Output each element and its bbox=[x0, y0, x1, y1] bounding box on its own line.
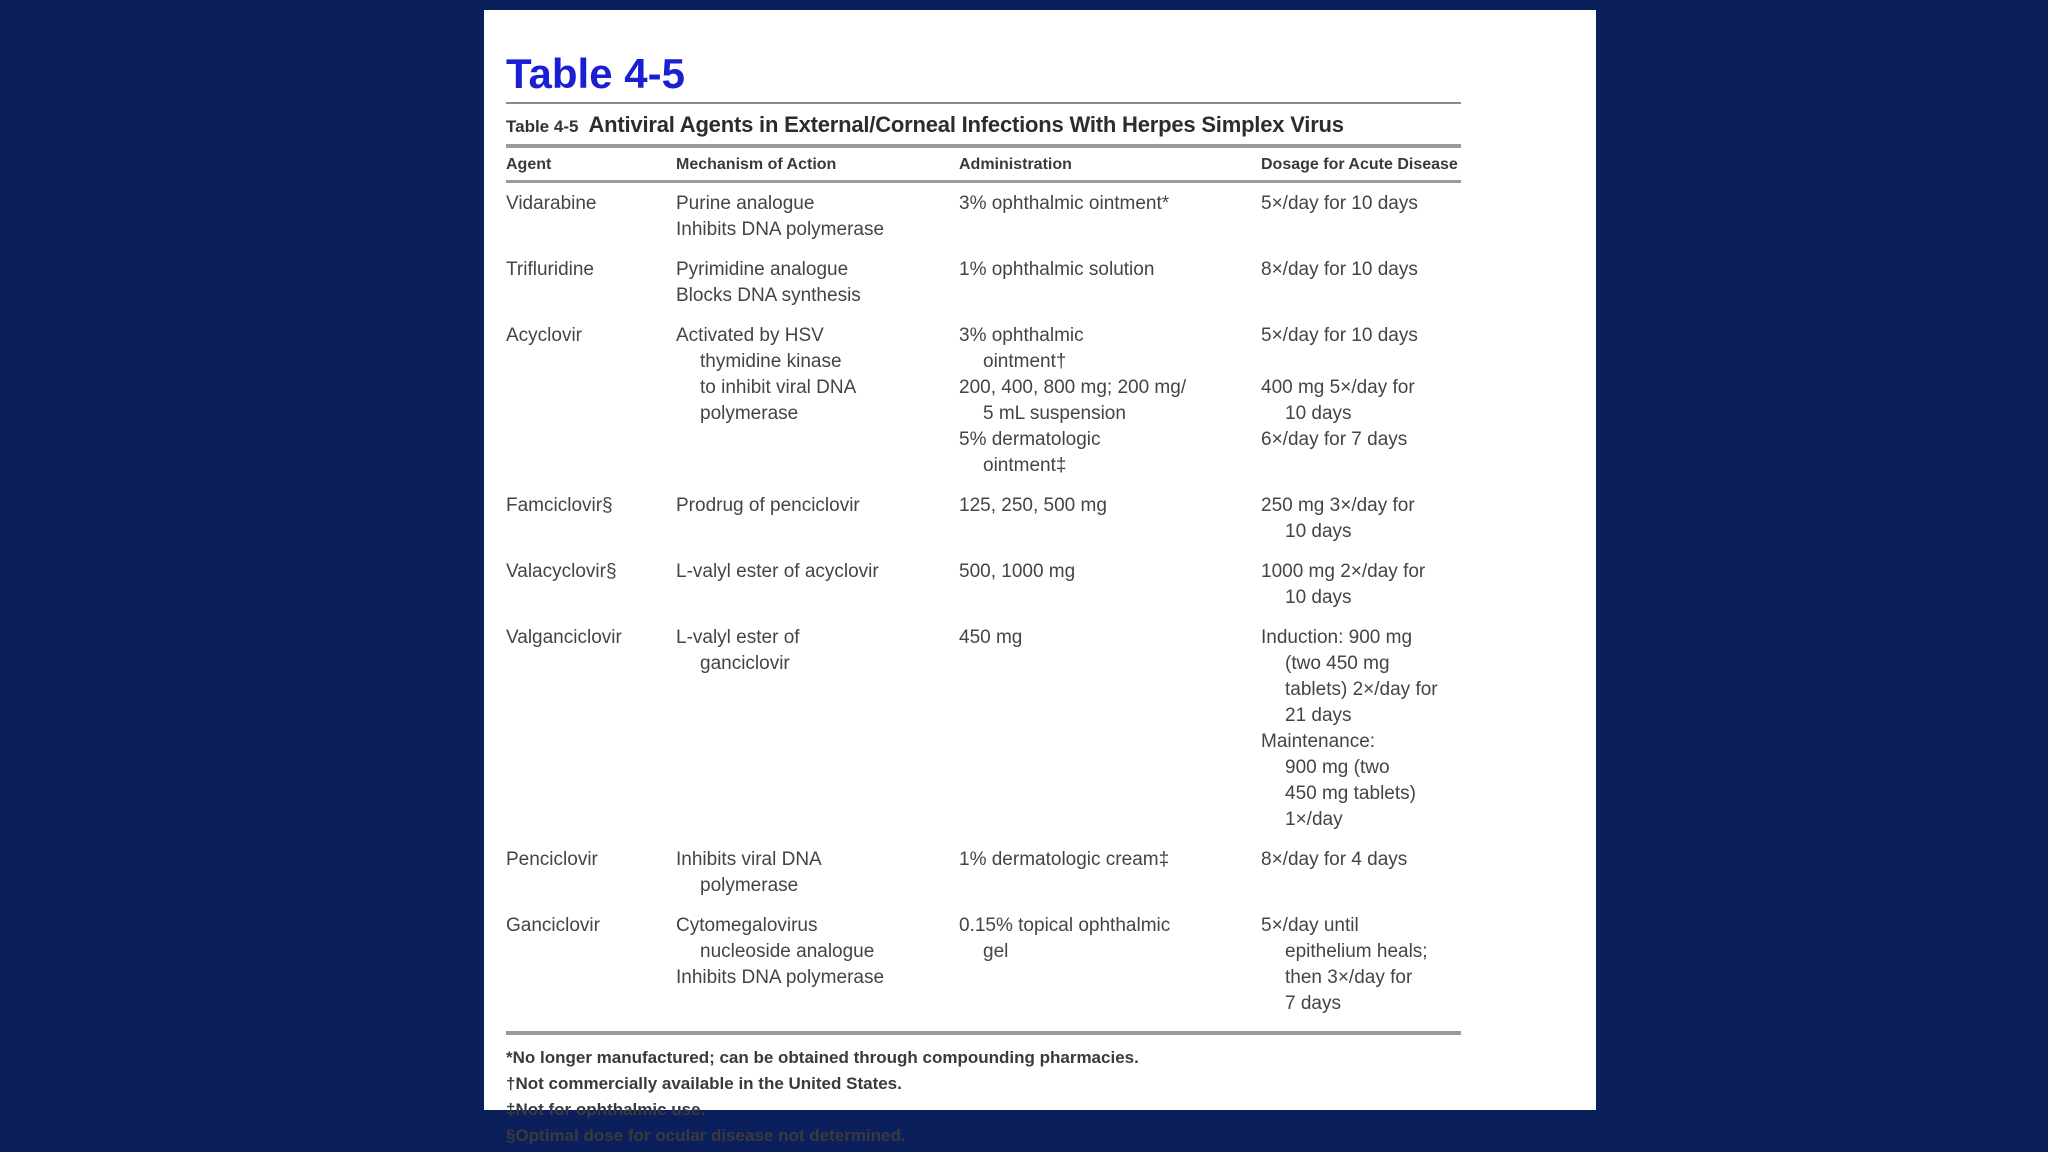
administration-line: gel bbox=[983, 941, 1009, 962]
mechanism-line: Pyrimidine analogue bbox=[676, 259, 849, 280]
mechanism-line: Prodrug of penciclovir bbox=[676, 495, 860, 516]
administration-line: 5% dermatologic bbox=[959, 429, 1101, 450]
dosage-line: epithelium heals; bbox=[1285, 941, 1428, 962]
administration-line: ointment‡ bbox=[983, 455, 1067, 476]
dosage-line: Induction: 900 mg bbox=[1261, 627, 1413, 648]
dosage-line: then 3×/day for bbox=[1285, 967, 1413, 988]
dosage-cell bbox=[1261, 485, 1461, 551]
table-row bbox=[506, 182, 1461, 250]
mechanism-line: Inhibits DNA polymerase bbox=[676, 219, 885, 240]
table-row bbox=[506, 551, 1461, 617]
mechanism-line: Cytomegalovirus bbox=[676, 915, 818, 936]
table-figure bbox=[506, 102, 1461, 1149]
dosage-line: (two 450 mg bbox=[1285, 653, 1390, 674]
administration-cell bbox=[959, 617, 1261, 839]
administration-line: 200, 400, 800 mg; 200 mg/ bbox=[959, 377, 1187, 398]
mechanism-cell bbox=[676, 905, 959, 1023]
footnote: *No longer manufactured; can be obtained through compounding pharmacies. bbox=[506, 1048, 1139, 1067]
footnote: †Not commercially available in the United States. bbox=[506, 1074, 902, 1093]
dosage-line: 21 days bbox=[1285, 705, 1352, 726]
administration-line: 1% ophthalmic solution bbox=[959, 259, 1155, 280]
administration-cell bbox=[959, 839, 1261, 905]
mechanism-cell bbox=[676, 485, 959, 551]
dosage-line: 1000 mg 2×/day for bbox=[1261, 561, 1426, 582]
administration-cell bbox=[959, 182, 1261, 250]
dosage-line: 10 days bbox=[1285, 587, 1352, 608]
mechanism-line: polymerase bbox=[700, 403, 799, 424]
mechanism-line: Inhibits viral DNA bbox=[676, 849, 822, 870]
mechanism-cell bbox=[676, 839, 959, 905]
dosage-line: 1×/day bbox=[1285, 809, 1343, 830]
mechanism-cell bbox=[676, 249, 959, 315]
header-administration: Administration bbox=[959, 148, 1261, 182]
dosage-line: 400 mg 5×/day for bbox=[1261, 377, 1415, 398]
dosage-cell bbox=[1261, 551, 1461, 617]
administration-line: 500, 1000 mg bbox=[959, 561, 1076, 582]
dosage-cell bbox=[1261, 617, 1461, 839]
caption-label: Table 4-5 bbox=[506, 117, 579, 136]
dosage-line: 900 mg (two bbox=[1285, 757, 1390, 778]
table-row bbox=[506, 315, 1461, 485]
table-body bbox=[506, 182, 1461, 1024]
dosage-line: 10 days bbox=[1285, 521, 1352, 542]
dosage-line: 10 days bbox=[1285, 403, 1352, 424]
slide-title: Table 4-5 bbox=[506, 50, 685, 97]
agent-cell: Acyclovir bbox=[506, 325, 583, 346]
dosage-line: 250 mg 3×/day for bbox=[1261, 495, 1415, 516]
mechanism-line: ganciclovir bbox=[700, 653, 790, 674]
table-header-row bbox=[506, 148, 1461, 182]
table-footnotes bbox=[506, 1031, 1461, 1149]
administration-cell bbox=[959, 905, 1261, 1023]
mechanism-line: Inhibits DNA polymerase bbox=[676, 967, 885, 988]
caption-title: Antiviral Agents in External/Corneal Infections With Herpes Simplex Virus bbox=[588, 112, 1344, 137]
agent-cell: Vidarabine bbox=[506, 193, 597, 214]
dosage-line: tablets) 2×/day for bbox=[1285, 679, 1438, 700]
administration-line: 3% ophthalmic bbox=[959, 325, 1084, 346]
agent-cell: Penciclovir bbox=[506, 849, 598, 870]
mechanism-cell bbox=[676, 315, 959, 485]
table-row bbox=[506, 249, 1461, 315]
dosage-line: 8×/day for 4 days bbox=[1261, 849, 1408, 870]
administration-cell bbox=[959, 551, 1261, 617]
dosage-cell bbox=[1261, 839, 1461, 905]
slide-card bbox=[484, 10, 1596, 1145]
mechanism-line: Activated by HSV bbox=[676, 325, 824, 346]
header-mechanism: Mechanism of Action bbox=[676, 148, 959, 182]
footnote: §Optimal dose for ocular disease not determined. bbox=[506, 1126, 906, 1145]
administration-cell bbox=[959, 485, 1261, 551]
mechanism-cell bbox=[676, 617, 959, 839]
agent-cell: Famciclovir§ bbox=[506, 495, 613, 516]
dosage-line bbox=[1261, 349, 1461, 375]
dosage-line: 6×/day for 7 days bbox=[1261, 429, 1408, 450]
dosage-line: 7 days bbox=[1285, 993, 1341, 1014]
agent-cell: Valacyclovir§ bbox=[506, 561, 617, 582]
table-row bbox=[506, 905, 1461, 1023]
table-row bbox=[506, 485, 1461, 551]
header-agent: Agent bbox=[506, 148, 676, 182]
dosage-cell bbox=[1261, 182, 1461, 250]
agent-cell: Ganciclovir bbox=[506, 915, 600, 936]
antiviral-table bbox=[506, 148, 1461, 1023]
table-row bbox=[506, 617, 1461, 839]
dosage-line: 8×/day for 10 days bbox=[1261, 259, 1418, 280]
dosage-line: 5×/day for 10 days bbox=[1261, 193, 1418, 214]
mechanism-cell bbox=[676, 182, 959, 250]
dosage-line: 5×/day for 10 days bbox=[1261, 325, 1418, 346]
administration-cell bbox=[959, 315, 1261, 485]
mechanism-cell bbox=[676, 551, 959, 617]
administration-line: 5 mL suspension bbox=[983, 403, 1126, 424]
dosage-cell bbox=[1261, 249, 1461, 315]
mechanism-line: Blocks DNA synthesis bbox=[676, 285, 861, 306]
table-row bbox=[506, 839, 1461, 905]
dosage-cell bbox=[1261, 905, 1461, 1023]
dosage-cell bbox=[1261, 315, 1461, 485]
administration-line: 1% dermatologic cream‡ bbox=[959, 849, 1170, 870]
mechanism-line: nucleoside analogue bbox=[700, 941, 875, 962]
administration-line: ointment† bbox=[983, 351, 1067, 372]
mechanism-line: to inhibit viral DNA bbox=[700, 377, 857, 398]
table-caption bbox=[506, 102, 1461, 148]
footnote: ‡Not for ophthalmic use. bbox=[506, 1100, 706, 1119]
mechanism-line: Purine analogue bbox=[676, 193, 815, 214]
header-dosage: Dosage for Acute Disease bbox=[1261, 148, 1461, 182]
administration-line: 450 mg bbox=[959, 627, 1023, 648]
mechanism-line: L-valyl ester of bbox=[676, 627, 800, 648]
mechanism-line: L-valyl ester of acyclovir bbox=[676, 561, 879, 582]
administration-line: 0.15% topical ophthalmic bbox=[959, 915, 1171, 936]
mechanism-line: polymerase bbox=[700, 875, 799, 896]
agent-cell: Valganciclovir bbox=[506, 627, 622, 648]
administration-line: 3% ophthalmic ointment* bbox=[959, 193, 1170, 214]
administration-cell bbox=[959, 249, 1261, 315]
dosage-line: Maintenance: bbox=[1261, 731, 1376, 752]
mechanism-line: thymidine kinase bbox=[700, 351, 842, 372]
dosage-line: 5×/day until bbox=[1261, 915, 1359, 936]
dosage-line: 450 mg tablets) bbox=[1285, 783, 1416, 804]
administration-line: 125, 250, 500 mg bbox=[959, 495, 1107, 516]
agent-cell: Trifluridine bbox=[506, 259, 594, 280]
